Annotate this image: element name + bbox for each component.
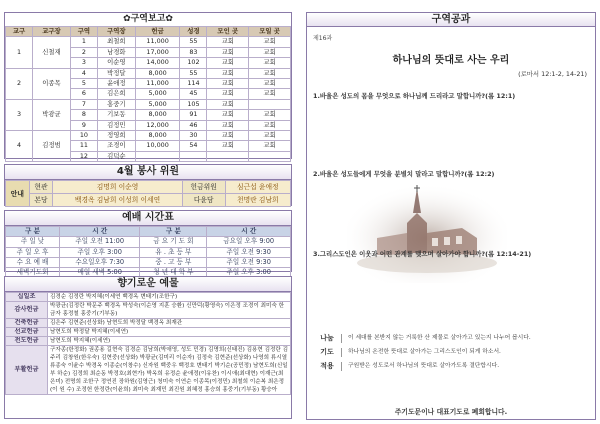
report-cell: 교회 (207, 141, 249, 151)
report-cell: 교회 (207, 47, 249, 57)
report-cell: 4 (70, 68, 97, 78)
report-cell: 교회 (249, 110, 291, 120)
district-report-panel (4, 12, 292, 159)
worship-cell: 주일 오후 3:00 (207, 268, 291, 278)
lesson-reference: (로마서 12:1-2, 14-21) (518, 70, 587, 78)
table-row (6, 328, 291, 337)
table-row (6, 37, 291, 47)
worship-cell: 주 일 낮 (6, 237, 60, 247)
district-leader-cell: 박광균 (33, 99, 71, 130)
table-row (6, 131, 291, 141)
worship-cell: 주 일 오 후 (6, 247, 60, 257)
worship-cell: 유 . 초 등 부 (140, 247, 207, 257)
report-cell: 윤애정 (97, 79, 135, 89)
report-cell: 114 (180, 79, 207, 89)
table-row (6, 346, 291, 395)
duty-sub: 본당 (29, 194, 53, 207)
table-row (6, 68, 291, 78)
district-cell: 2 (6, 68, 33, 99)
table-row (6, 237, 291, 247)
report-cell: 최철희 (97, 37, 135, 47)
report-cell: 8 (70, 110, 97, 120)
table-row (6, 293, 291, 302)
flower-icon: ✿ (123, 14, 131, 24)
report-cell: 9 (70, 120, 97, 130)
offering-label: 선교헌금 (6, 328, 48, 337)
report-cell: 102 (180, 58, 207, 68)
lesson-main-title: 하나님의 뜻대로 사는 우리 (392, 55, 510, 66)
apply-text: 구원받은 성도로서 하나님의 뜻대로 살아가도록 결단합시다. (341, 362, 589, 371)
report-cell: 교회 (207, 120, 249, 130)
report-cell: 교회 (207, 89, 249, 99)
report-cell (249, 151, 291, 161)
report-cell: 11 (70, 141, 97, 151)
report-header-cell: 구역 (70, 27, 97, 37)
worship-cell: 주일 오전 9:30 (207, 257, 291, 267)
table-row (6, 257, 291, 267)
report-cell: 홍중기 (97, 99, 135, 109)
worship-table (5, 226, 291, 278)
worship-header-cell: 구 분 (6, 227, 60, 237)
report-cell: 김정민 (97, 120, 135, 130)
offering-label: 감사헌금 (6, 302, 48, 319)
flower-icon: ✿ (165, 14, 173, 24)
report-cell: 김은희 (97, 89, 135, 99)
duty-sub: 현관 (29, 181, 53, 194)
offering-names: 구자종(한정화) 권종용 길현숙 김경순 김남희(박애영, 성도 민경) 김명희(신태진) 김용현 김정란 김주리 김창원(한우숙) 김현중(선상화) 박광균(김미리 이순자) 김정숙 김현준(선상화) 나영희 류시열 류종숙 이윤수 박경옥 이종순(이창수) 신자원 백중우 백정호 변태기 박기순(공민정) 남현도희(신일부 하순) 김정희 최순동 박정호(최현가) 박옥희 유정순 윤애정(이유찬) 이시애(최대현) 이재근(최은미) 전명희 조한구 정연진 장하원(김영근) 청미숙 이연순 이종목(이정민) 최철희 이순복 최은정(이 원 수) 조정헌 한정란(이윤희) 최미숙 최재민 최진원 최혜정 홍승희 홍중기(기부동) 황승아 (48, 346, 291, 395)
church-illustration (347, 183, 507, 283)
worship-cell: 주일 오전 9:30 (207, 247, 291, 257)
report-header-cell: 교구장 (33, 27, 71, 37)
worship-cell: 주일 오후 3:00 (60, 247, 140, 257)
report-cell (180, 151, 207, 161)
report-cell: 교회 (249, 47, 291, 57)
worship-cell: 중 . 고 등 부 (140, 257, 207, 267)
report-cell: 7 (70, 99, 97, 109)
report-header-cell: 모일 곳 (249, 27, 291, 37)
report-cell: 12 (70, 151, 97, 161)
worship-cell: 금 요 기 도 회 (140, 237, 207, 247)
apply-label: 나눔 (320, 334, 334, 342)
report-cell: 교회 (207, 37, 249, 47)
report-cell: 45 (180, 89, 207, 99)
report-cell: 11,000 (135, 79, 180, 89)
report-cell: 2 (70, 47, 97, 57)
report-cell: 교회 (207, 79, 249, 89)
table-row (6, 319, 291, 328)
apply-prayer (313, 347, 589, 357)
report-cell: 5,000 (135, 89, 180, 99)
report-cell: 교회 (207, 58, 249, 68)
apply-application (313, 361, 589, 371)
report-cell: 교회 (249, 37, 291, 47)
report-cell: 기보동 (97, 110, 135, 120)
table-row (6, 99, 291, 109)
report-cell: 조경이 (97, 141, 135, 151)
offering-title: 향기로운 예물 (5, 277, 291, 292)
report-cell: 11,000 (135, 37, 180, 47)
question-3: 3.그리스도인은 이웃과 어떤 관계를 맺으며 살아가야 합니까?(롬 12:14-21) (313, 250, 532, 258)
report-cell: 교회 (249, 89, 291, 99)
worship-cell: 금요일 오후 9:00 (207, 237, 291, 247)
report-header-cell: 성경 (180, 27, 207, 37)
report-cell: 교회 (249, 58, 291, 68)
worship-header-cell: 구 분 (140, 227, 207, 237)
report-cell: 교회 (249, 120, 291, 130)
duty-role: 헌금위원 (182, 181, 225, 194)
report-header-cell: 헌금 (135, 27, 180, 37)
offering-label: 전도헌금 (6, 337, 48, 346)
duty-panel (4, 164, 292, 206)
worship-cell: 매일 새벽 5:00 (60, 268, 140, 278)
report-cell: 91 (180, 110, 207, 120)
report-cell: 교회 (249, 68, 291, 78)
worship-cell: 청 년 대 학 부 (140, 268, 207, 278)
report-cell: 8,000 (135, 68, 180, 78)
worship-cell: 수 요 예 배 (6, 257, 60, 267)
worship-header-cell: 시 간 (60, 227, 140, 237)
report-cell: 12,000 (135, 120, 180, 130)
lesson-number: 제16과 (313, 35, 333, 42)
duty-row (6, 194, 291, 207)
report-cell: 5 (70, 79, 97, 89)
apply-text: 이 세대를 본받지 않는 거룩한 산 제물로 살아가고 있는지 나누어 봅시다. (341, 334, 589, 343)
report-header-cell: 모인 곳 (207, 27, 249, 37)
offering-names: 남현도희 박지혜(이세연) (48, 337, 291, 346)
duty-role-names: 심근섭 윤애정 (225, 181, 290, 194)
report-cell: 8,000 (135, 110, 180, 120)
offering-names: 박광균(김정란 박문주 백경옥 박성숙(이순영 지훈 승환) 신만덕(황영숙) 이은정 조경이 최미숙 한금자 홍정철 홍중기(기부동) (48, 302, 291, 319)
apply-sharing (313, 333, 589, 343)
duty-guide-label: 안내 (6, 181, 30, 207)
table-row (6, 247, 291, 257)
offering-names: 김은주 김현준(선상화) 남현도희 박정달 백경옥 최재관 (48, 319, 291, 328)
report-cell: 54 (180, 141, 207, 151)
worship-cell: 주일 오전 11:00 (60, 237, 140, 247)
district-cell: 4 (6, 131, 33, 162)
worship-header-row (6, 227, 291, 237)
report-cell: 83 (180, 47, 207, 57)
offering-label: 건축헌금 (6, 319, 48, 328)
offering-panel (4, 276, 292, 419)
report-cell: 교회 (207, 99, 249, 109)
report-cell: 교회 (249, 141, 291, 151)
report-cell: 17,000 (135, 47, 180, 57)
duty-title: 4월 봉사 위원 (5, 165, 291, 180)
report-cell: 이순영 (97, 58, 135, 68)
report-cell: 김덕순 (97, 151, 135, 161)
report-cell: 1 (70, 37, 97, 47)
worship-cell: 새벽기도회 (6, 268, 60, 278)
report-cell: 박정달 (97, 68, 135, 78)
closing-text: 주기도문이나 대표기도로 폐회합니다. (394, 408, 508, 416)
district-cell: 3 (6, 99, 33, 130)
table-row (6, 337, 291, 346)
report-cell: 14,000 (135, 58, 180, 68)
lesson-panel (306, 12, 596, 420)
report-table (5, 26, 291, 162)
offering-label: 십일조 (6, 293, 48, 302)
offering-table (5, 292, 291, 395)
report-cell: 교회 (249, 131, 291, 141)
district-leader-cell: 이종목 (33, 68, 71, 99)
report-cell: 6 (70, 89, 97, 99)
report-cell: 46 (180, 120, 207, 130)
report-cell (135, 151, 180, 161)
question-1: 1.바울은 성도의 몸을 무엇으로 하나님께 드리라고 말합니까?(롬 12:1) (313, 92, 516, 100)
report-cell: 8,000 (135, 131, 180, 141)
report-header-cell: 구역장 (97, 27, 135, 37)
district-leader-cell: 신철재 (33, 37, 71, 68)
report-cell: 교회 (207, 68, 249, 78)
report-cell: 30 (180, 131, 207, 141)
lesson-title: 구역공과 (307, 13, 595, 27)
report-cell: 55 (180, 37, 207, 47)
duty-role: 다윤담 (182, 194, 225, 207)
offering-label: 부활헌금 (6, 346, 48, 395)
question-2: 2.바울은 성도들에게 무엇을 분별치 말라고 말합니까?(롬 12:2) (313, 170, 495, 178)
apply-label: 기도 (320, 348, 334, 356)
report-cell (249, 99, 291, 109)
report-cell: 정영희 (97, 131, 135, 141)
district-leader-cell: 김정범 (33, 131, 71, 162)
report-cell: 교회 (207, 110, 249, 120)
worship-panel (4, 210, 292, 277)
report-cell: 3 (70, 58, 97, 68)
report-cell: 남경화 (97, 47, 135, 57)
duty-names: 김명희 이순영 (53, 181, 182, 194)
report-cell: 105 (180, 99, 207, 109)
district-cell: 1 (6, 37, 33, 68)
apply-label: 적용 (320, 362, 334, 370)
duty-row (6, 181, 291, 194)
apply-text: 하나님의 온전한 뜻대로 살아가는 그리스도인이 되게 하소서. (341, 348, 589, 357)
duty-names: 백경옥 김남희 이성희 이세연 (53, 194, 182, 207)
table-row (6, 302, 291, 319)
report-cell: 교회 (249, 79, 291, 89)
report-header-cell: 교구 (6, 27, 33, 37)
report-cell: 55 (180, 68, 207, 78)
report-cell: 10,000 (135, 141, 180, 151)
report-cell (207, 151, 249, 161)
worship-title: 예배 시간표 (5, 211, 291, 226)
report-cell: 10 (70, 131, 97, 141)
worship-header-cell: 시 간 (207, 227, 291, 237)
report-title: ✿구역보고✿ (123, 14, 173, 24)
report-header-row (6, 27, 291, 37)
offering-names: 남현도희 박정달 박지혜(이세연) (48, 328, 291, 337)
report-cell: 교회 (207, 131, 249, 141)
duty-table (5, 180, 291, 207)
application-list (313, 333, 589, 375)
offering-names: 김경순 김정란 박지혜(이세연 백경옥 변태기(조한구) (48, 293, 291, 302)
report-cell: 5,000 (135, 99, 180, 109)
worship-cell: 수요일오후 7:30 (60, 257, 140, 267)
duty-role-names: 천명란 김남희 (225, 194, 290, 207)
